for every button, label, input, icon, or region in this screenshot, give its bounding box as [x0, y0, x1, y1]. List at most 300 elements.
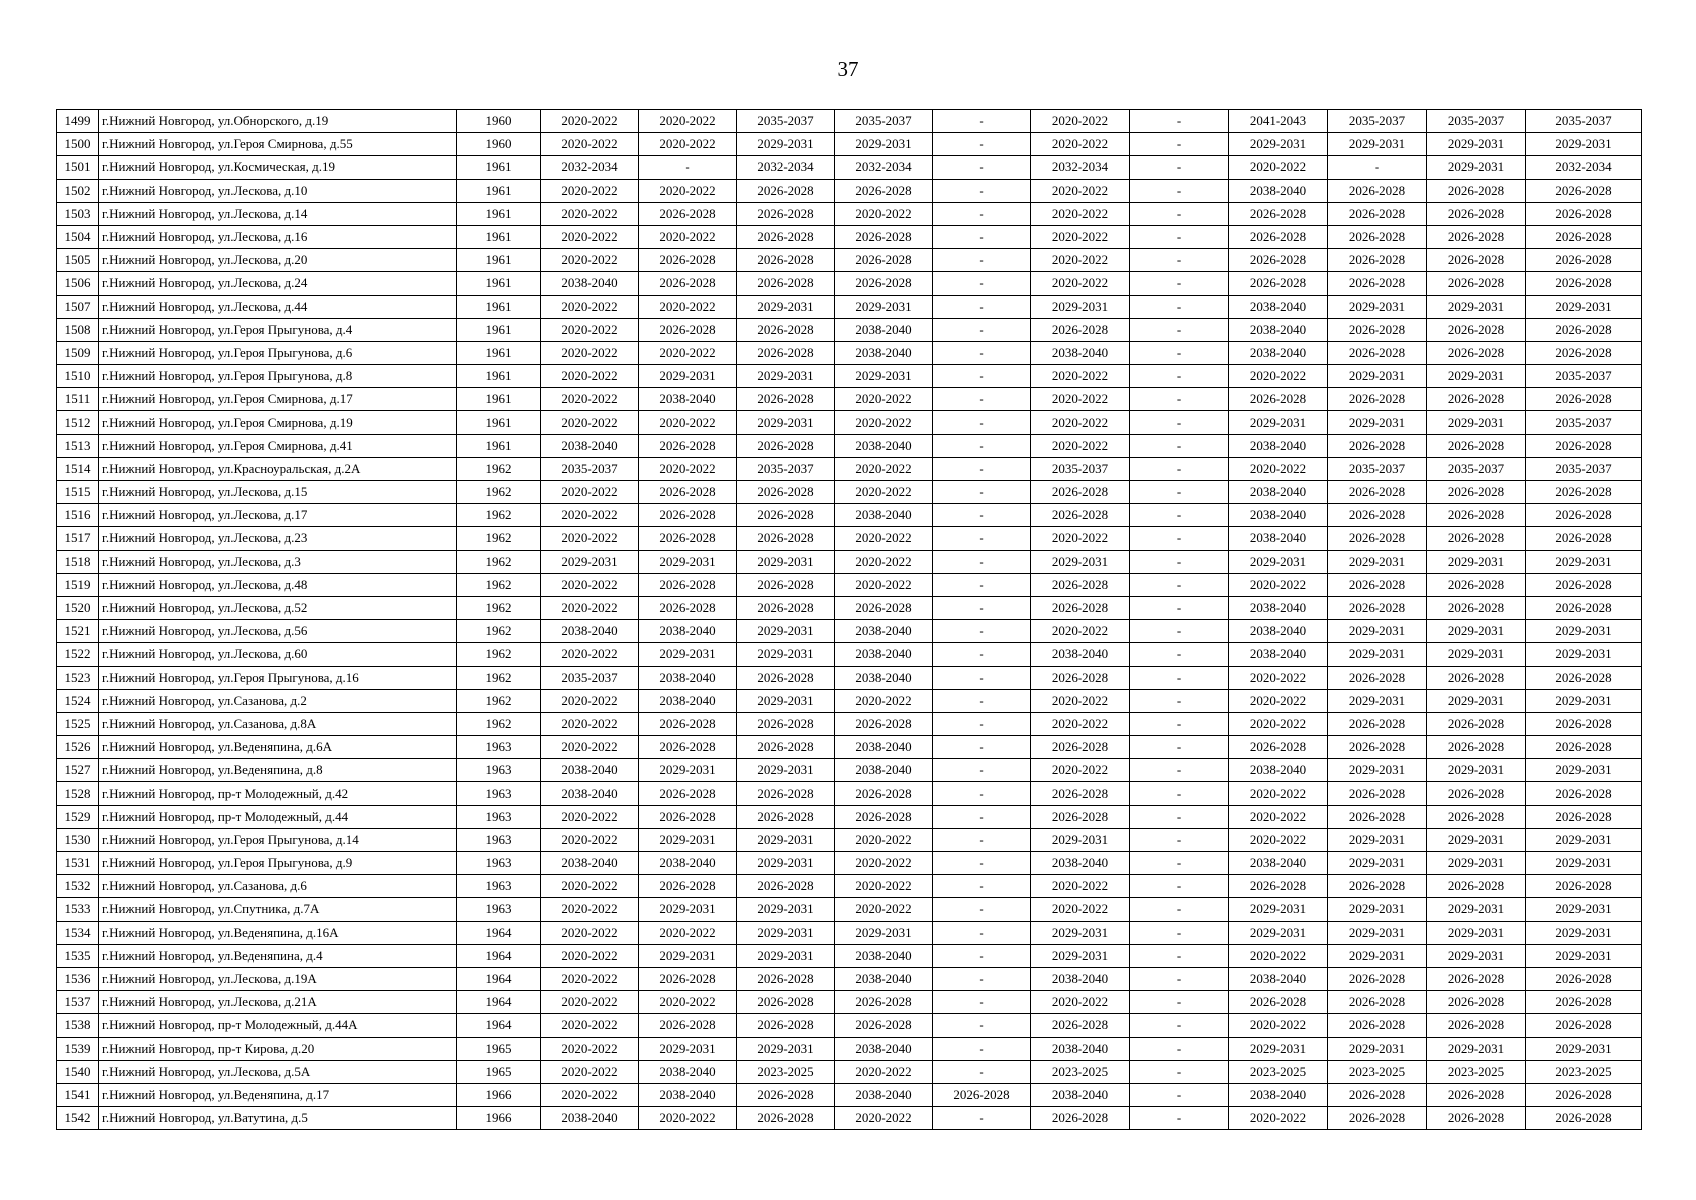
- cell-col-7: 2038-2040: [835, 1037, 933, 1060]
- cell-col-5: 2020-2022: [639, 921, 737, 944]
- cell-col-5: 2026-2028: [639, 782, 737, 805]
- cell-col-14: 2026-2028: [1526, 527, 1642, 550]
- cell-col-12: 2026-2028: [1328, 1107, 1427, 1130]
- cell-col-14: 2026-2028: [1526, 875, 1642, 898]
- cell-address: г.Нижний Новгород, ул.Лескова, д.24: [99, 272, 457, 295]
- cell-col-9: 2038-2040: [1031, 852, 1130, 875]
- cell-col-7: 2038-2040: [835, 944, 933, 967]
- cell-col-5: 2026-2028: [639, 573, 737, 596]
- cell-col-12: 2029-2031: [1328, 643, 1427, 666]
- cell-col-12: 2026-2028: [1328, 202, 1427, 225]
- cell-col-7: 2038-2040: [835, 620, 933, 643]
- cell-col-4: 2020-2022: [541, 1060, 639, 1083]
- cell-row-number: 1537: [57, 991, 99, 1014]
- cell-build-year: 1962: [457, 689, 541, 712]
- cell-col-8: -: [933, 921, 1031, 944]
- cell-col-9: 2026-2028: [1031, 481, 1130, 504]
- cell-col-8: -: [933, 295, 1031, 318]
- cell-col-14: 2035-2037: [1526, 365, 1642, 388]
- cell-col-5: 2026-2028: [639, 318, 737, 341]
- cell-col-12: 2026-2028: [1328, 527, 1427, 550]
- cell-build-year: 1962: [457, 550, 541, 573]
- cell-row-number: 1506: [57, 272, 99, 295]
- cell-col-8: -: [933, 736, 1031, 759]
- table-row: [57, 666, 1642, 689]
- cell-col-9: 2026-2028: [1031, 596, 1130, 619]
- table-row: [57, 689, 1642, 712]
- table-row: [57, 318, 1642, 341]
- table-row: [57, 202, 1642, 225]
- cell-col-4: 2020-2022: [541, 133, 639, 156]
- cell-col-9: 2020-2022: [1031, 875, 1130, 898]
- cell-col-10: -: [1130, 388, 1229, 411]
- cell-address: г.Нижний Новгород, ул.Сазанова, д.6: [99, 875, 457, 898]
- cell-col-4: 2032-2034: [541, 156, 639, 179]
- cell-address: г.Нижний Новгород, ул.Лескова, д.23: [99, 527, 457, 550]
- cell-col-9: 2020-2022: [1031, 388, 1130, 411]
- cell-col-11: 2029-2031: [1229, 921, 1328, 944]
- cell-col-8: -: [933, 411, 1031, 434]
- cell-col-13: 2029-2031: [1427, 295, 1526, 318]
- cell-col-10: -: [1130, 481, 1229, 504]
- cell-col-12: 2029-2031: [1328, 689, 1427, 712]
- cell-col-6: 2026-2028: [737, 341, 835, 364]
- cell-col-8: -: [933, 1060, 1031, 1083]
- cell-col-9: 2020-2022: [1031, 411, 1130, 434]
- cell-col-10: -: [1130, 967, 1229, 990]
- cell-row-number: 1532: [57, 875, 99, 898]
- cell-col-6: 2026-2028: [737, 249, 835, 272]
- cell-col-6: 2029-2031: [737, 759, 835, 782]
- cell-col-13: 2026-2028: [1427, 875, 1526, 898]
- cell-build-year: 1963: [457, 759, 541, 782]
- cell-col-4: 2020-2022: [541, 898, 639, 921]
- cell-col-8: -: [933, 272, 1031, 295]
- cell-col-6: 2026-2028: [737, 1107, 835, 1130]
- cell-col-8: -: [933, 457, 1031, 480]
- cell-col-12: 2029-2031: [1328, 852, 1427, 875]
- cell-row-number: 1504: [57, 225, 99, 248]
- cell-col-8: -: [933, 527, 1031, 550]
- cell-row-number: 1526: [57, 736, 99, 759]
- cell-col-5: 2026-2028: [639, 504, 737, 527]
- table-row: [57, 156, 1642, 179]
- cell-col-14: 2026-2028: [1526, 805, 1642, 828]
- cell-col-12: 2026-2028: [1328, 1083, 1427, 1106]
- cell-col-14: 2029-2031: [1526, 898, 1642, 921]
- cell-col-10: -: [1130, 596, 1229, 619]
- table-row: [57, 921, 1642, 944]
- cell-col-4: 2020-2022: [541, 1083, 639, 1106]
- cell-col-11: 2020-2022: [1229, 1014, 1328, 1037]
- cell-col-5: 2020-2022: [639, 991, 737, 1014]
- cell-col-14: 2026-2028: [1526, 1014, 1642, 1037]
- table-row: [57, 133, 1642, 156]
- cell-col-10: -: [1130, 852, 1229, 875]
- cell-col-4: 2038-2040: [541, 434, 639, 457]
- cell-col-7: 2020-2022: [835, 689, 933, 712]
- cell-col-12: 2026-2028: [1328, 225, 1427, 248]
- cell-col-11: 2029-2031: [1229, 411, 1328, 434]
- cell-col-6: 2029-2031: [737, 944, 835, 967]
- table-row: [57, 504, 1642, 527]
- cell-row-number: 1501: [57, 156, 99, 179]
- cell-row-number: 1519: [57, 573, 99, 596]
- cell-row-number: 1521: [57, 620, 99, 643]
- cell-col-6: 2026-2028: [737, 805, 835, 828]
- cell-col-12: 2029-2031: [1328, 1037, 1427, 1060]
- cell-col-11: 2020-2022: [1229, 944, 1328, 967]
- cell-col-5: 2026-2028: [639, 712, 737, 735]
- table-row: [57, 434, 1642, 457]
- cell-col-14: 2035-2037: [1526, 110, 1642, 133]
- cell-col-6: 2029-2031: [737, 365, 835, 388]
- cell-col-13: 2026-2028: [1427, 527, 1526, 550]
- cell-build-year: 1961: [457, 295, 541, 318]
- cell-col-10: -: [1130, 875, 1229, 898]
- cell-col-9: 2026-2028: [1031, 805, 1130, 828]
- cell-col-6: 2029-2031: [737, 411, 835, 434]
- cell-address: г.Нижний Новгород, ул.Веденяпина, д.16А: [99, 921, 457, 944]
- cell-col-6: 2026-2028: [737, 527, 835, 550]
- cell-col-9: 2035-2037: [1031, 457, 1130, 480]
- cell-col-6: 2029-2031: [737, 295, 835, 318]
- cell-col-13: 2026-2028: [1427, 1083, 1526, 1106]
- cell-build-year: 1963: [457, 828, 541, 851]
- cell-address: г.Нижний Новгород, ул.Космическая, д.19: [99, 156, 457, 179]
- cell-col-5: 2038-2040: [639, 388, 737, 411]
- cell-col-8: -: [933, 341, 1031, 364]
- cell-col-8: -: [933, 365, 1031, 388]
- cell-col-9: 2020-2022: [1031, 272, 1130, 295]
- cell-col-8: -: [933, 179, 1031, 202]
- cell-col-4: 2035-2037: [541, 457, 639, 480]
- cell-col-5: 2020-2022: [639, 1107, 737, 1130]
- table-row: [57, 1037, 1642, 1060]
- cell-row-number: 1518: [57, 550, 99, 573]
- cell-address: г.Нижний Новгород, ул.Лескова, д.56: [99, 620, 457, 643]
- cell-col-8: -: [933, 110, 1031, 133]
- cell-row-number: 1524: [57, 689, 99, 712]
- cell-col-5: 2038-2040: [639, 1083, 737, 1106]
- cell-col-14: 2029-2031: [1526, 550, 1642, 573]
- cell-col-5: 2026-2028: [639, 875, 737, 898]
- cell-col-6: 2026-2028: [737, 736, 835, 759]
- cell-row-number: 1535: [57, 944, 99, 967]
- cell-col-9: 2020-2022: [1031, 225, 1130, 248]
- table-row: [57, 1014, 1642, 1037]
- cell-col-10: -: [1130, 643, 1229, 666]
- cell-col-8: -: [933, 504, 1031, 527]
- cell-col-14: 2026-2028: [1526, 341, 1642, 364]
- cell-address: г.Нижний Новгород, ул.Лескова, д.16: [99, 225, 457, 248]
- cell-col-10: -: [1130, 504, 1229, 527]
- cell-col-6: 2026-2028: [737, 388, 835, 411]
- cell-col-14: 2026-2028: [1526, 481, 1642, 504]
- cell-col-8: -: [933, 782, 1031, 805]
- cell-col-4: 2020-2022: [541, 1037, 639, 1060]
- cell-col-7: 2020-2022: [835, 1107, 933, 1130]
- cell-col-10: -: [1130, 921, 1229, 944]
- cell-col-14: 2026-2028: [1526, 573, 1642, 596]
- cell-row-number: 1528: [57, 782, 99, 805]
- cell-col-14: 2029-2031: [1526, 921, 1642, 944]
- cell-col-11: 2038-2040: [1229, 481, 1328, 504]
- cell-address: г.Нижний Новгород, ул.Героя Смирнова, д.17: [99, 388, 457, 411]
- cell-address: г.Нижний Новгород, ул.Лескова, д.17: [99, 504, 457, 527]
- cell-col-6: 2026-2028: [737, 967, 835, 990]
- cell-col-8: -: [933, 434, 1031, 457]
- cell-col-5: 2020-2022: [639, 295, 737, 318]
- cell-col-9: 2029-2031: [1031, 828, 1130, 851]
- cell-address: г.Нижний Новгород, ул.Лескова, д.15: [99, 481, 457, 504]
- cell-col-8: -: [933, 689, 1031, 712]
- cell-col-14: 2032-2034: [1526, 156, 1642, 179]
- cell-col-13: 2026-2028: [1427, 481, 1526, 504]
- cell-col-13: 2029-2031: [1427, 156, 1526, 179]
- cell-col-13: 2026-2028: [1427, 596, 1526, 619]
- cell-col-4: 2020-2022: [541, 504, 639, 527]
- table-row: [57, 759, 1642, 782]
- cell-col-9: 2020-2022: [1031, 712, 1130, 735]
- cell-row-number: 1541: [57, 1083, 99, 1106]
- cell-col-11: 2038-2040: [1229, 527, 1328, 550]
- cell-col-12: 2029-2031: [1328, 944, 1427, 967]
- cell-row-number: 1502: [57, 179, 99, 202]
- cell-col-11: 2026-2028: [1229, 225, 1328, 248]
- cell-col-4: 2038-2040: [541, 1107, 639, 1130]
- cell-col-10: -: [1130, 249, 1229, 272]
- cell-col-4: 2020-2022: [541, 991, 639, 1014]
- table-row: [57, 991, 1642, 1014]
- cell-col-11: 2038-2040: [1229, 759, 1328, 782]
- cell-col-14: 2026-2028: [1526, 388, 1642, 411]
- cell-col-4: 2038-2040: [541, 852, 639, 875]
- cell-address: г.Нижний Новгород, ул.Веденяпина, д.6А: [99, 736, 457, 759]
- cell-col-11: 2038-2040: [1229, 179, 1328, 202]
- cell-col-11: 2020-2022: [1229, 156, 1328, 179]
- cell-col-10: -: [1130, 202, 1229, 225]
- cell-col-14: 2026-2028: [1526, 249, 1642, 272]
- cell-col-6: 2026-2028: [737, 481, 835, 504]
- cell-col-9: 2020-2022: [1031, 365, 1130, 388]
- table-row: [57, 828, 1642, 851]
- cell-col-9: 2020-2022: [1031, 133, 1130, 156]
- cell-col-5: 2029-2031: [639, 944, 737, 967]
- table-row: [57, 736, 1642, 759]
- cell-address: г.Нижний Новгород, ул.Спутника, д.7А: [99, 898, 457, 921]
- cell-col-7: 2032-2034: [835, 156, 933, 179]
- table-row: [57, 967, 1642, 990]
- cell-row-number: 1542: [57, 1107, 99, 1130]
- table-row: [57, 805, 1642, 828]
- table-row: [57, 573, 1642, 596]
- cell-col-13: 2026-2028: [1427, 504, 1526, 527]
- cell-col-7: 2020-2022: [835, 1060, 933, 1083]
- cell-col-13: 2026-2028: [1427, 225, 1526, 248]
- cell-col-13: 2026-2028: [1427, 388, 1526, 411]
- cell-col-4: 2020-2022: [541, 875, 639, 898]
- cell-build-year: 1961: [457, 434, 541, 457]
- cell-col-7: 2026-2028: [835, 179, 933, 202]
- cell-col-14: 2026-2028: [1526, 991, 1642, 1014]
- cell-col-11: 2026-2028: [1229, 991, 1328, 1014]
- cell-col-10: -: [1130, 179, 1229, 202]
- cell-col-13: 2026-2028: [1427, 341, 1526, 364]
- table-row: [57, 527, 1642, 550]
- cell-address: г.Нижний Новгород, ул.Героя Смирнова, д.41: [99, 434, 457, 457]
- cell-col-4: 2020-2022: [541, 179, 639, 202]
- cell-build-year: 1963: [457, 736, 541, 759]
- cell-col-10: -: [1130, 272, 1229, 295]
- cell-col-10: -: [1130, 944, 1229, 967]
- cell-col-8: -: [933, 620, 1031, 643]
- cell-build-year: 1961: [457, 388, 541, 411]
- cell-col-12: 2026-2028: [1328, 782, 1427, 805]
- cell-col-11: 2029-2031: [1229, 898, 1328, 921]
- cell-col-11: 2038-2040: [1229, 295, 1328, 318]
- table-row: [57, 1060, 1642, 1083]
- cell-col-12: 2026-2028: [1328, 249, 1427, 272]
- cell-col-6: 2029-2031: [737, 133, 835, 156]
- cell-col-14: 2026-2028: [1526, 272, 1642, 295]
- cell-col-5: 2029-2031: [639, 643, 737, 666]
- cell-col-12: 2035-2037: [1328, 457, 1427, 480]
- cell-build-year: 1960: [457, 133, 541, 156]
- cell-row-number: 1540: [57, 1060, 99, 1083]
- cell-build-year: 1964: [457, 944, 541, 967]
- cell-col-11: 2020-2022: [1229, 828, 1328, 851]
- cell-col-7: 2020-2022: [835, 527, 933, 550]
- cell-col-7: 2026-2028: [835, 272, 933, 295]
- cell-col-13: 2026-2028: [1427, 967, 1526, 990]
- cell-address: г.Нижний Новгород, ул.Героя Прыгунова, д.14: [99, 828, 457, 851]
- cell-col-4: 2020-2022: [541, 596, 639, 619]
- cell-col-5: 2029-2031: [639, 365, 737, 388]
- cell-col-12: 2029-2031: [1328, 759, 1427, 782]
- cell-col-6: 2026-2028: [737, 1083, 835, 1106]
- cell-col-14: 2026-2028: [1526, 596, 1642, 619]
- cell-col-12: 2029-2031: [1328, 828, 1427, 851]
- cell-col-13: 2026-2028: [1427, 1107, 1526, 1130]
- cell-build-year: 1961: [457, 411, 541, 434]
- cell-col-11: 2020-2022: [1229, 805, 1328, 828]
- cell-build-year: 1961: [457, 272, 541, 295]
- cell-col-14: 2026-2028: [1526, 202, 1642, 225]
- cell-col-12: 2029-2031: [1328, 550, 1427, 573]
- cell-col-4: 2020-2022: [541, 110, 639, 133]
- table-row: [57, 944, 1642, 967]
- cell-col-5: 2038-2040: [639, 852, 737, 875]
- cell-col-5: 2020-2022: [639, 110, 737, 133]
- cell-build-year: 1962: [457, 712, 541, 735]
- cell-col-10: -: [1130, 1060, 1229, 1083]
- cell-col-9: 2038-2040: [1031, 643, 1130, 666]
- cell-address: г.Нижний Новгород, ул.Лескова, д.14: [99, 202, 457, 225]
- cell-col-5: 2020-2022: [639, 225, 737, 248]
- cell-col-4: 2020-2022: [541, 828, 639, 851]
- cell-col-7: 2038-2040: [835, 759, 933, 782]
- cell-col-10: -: [1130, 620, 1229, 643]
- cell-address: г.Нижний Новгород, пр-т Молодежный, д.44А: [99, 1014, 457, 1037]
- cell-address: г.Нижний Новгород, ул.Героя Прыгунова, д.6: [99, 341, 457, 364]
- cell-build-year: 1961: [457, 365, 541, 388]
- cell-col-14: 2026-2028: [1526, 179, 1642, 202]
- cell-row-number: 1534: [57, 921, 99, 944]
- cell-col-10: -: [1130, 527, 1229, 550]
- cell-row-number: 1513: [57, 434, 99, 457]
- cell-col-7: 2035-2037: [835, 110, 933, 133]
- cell-col-5: 2026-2028: [639, 967, 737, 990]
- cell-row-number: 1538: [57, 1014, 99, 1037]
- cell-col-11: 2038-2040: [1229, 318, 1328, 341]
- cell-col-12: 2026-2028: [1328, 481, 1427, 504]
- cell-col-6: 2035-2037: [737, 457, 835, 480]
- cell-address: г.Нижний Новгород, ул.Лескова, д.3: [99, 550, 457, 573]
- cell-col-12: 2026-2028: [1328, 388, 1427, 411]
- cell-col-10: -: [1130, 1107, 1229, 1130]
- cell-col-14: 2029-2031: [1526, 944, 1642, 967]
- cell-col-13: 2026-2028: [1427, 179, 1526, 202]
- cell-col-5: 2026-2028: [639, 481, 737, 504]
- cell-col-11: 2026-2028: [1229, 736, 1328, 759]
- cell-address: г.Нижний Новгород, пр-т Кирова, д.20: [99, 1037, 457, 1060]
- cell-col-4: 2020-2022: [541, 411, 639, 434]
- cell-col-9: 2020-2022: [1031, 689, 1130, 712]
- cell-col-6: 2029-2031: [737, 921, 835, 944]
- cell-col-12: 2026-2028: [1328, 736, 1427, 759]
- cell-col-9: 2020-2022: [1031, 759, 1130, 782]
- cell-col-10: -: [1130, 318, 1229, 341]
- cell-col-6: 2029-2031: [737, 828, 835, 851]
- cell-col-14: 2026-2028: [1526, 666, 1642, 689]
- cell-col-11: 2026-2028: [1229, 875, 1328, 898]
- cell-address: г.Нижний Новгород, ул.Лескова, д.52: [99, 596, 457, 619]
- cell-col-13: 2029-2031: [1427, 411, 1526, 434]
- cell-col-7: 2029-2031: [835, 921, 933, 944]
- cell-address: г.Нижний Новгород, ул.Лескова, д.5А: [99, 1060, 457, 1083]
- cell-col-13: 2029-2031: [1427, 365, 1526, 388]
- cell-address: г.Нижний Новгород, ул.Веденяпина, д.4: [99, 944, 457, 967]
- cell-col-12: 2026-2028: [1328, 318, 1427, 341]
- cell-col-9: 2023-2025: [1031, 1060, 1130, 1083]
- cell-col-13: 2029-2031: [1427, 921, 1526, 944]
- cell-build-year: 1964: [457, 921, 541, 944]
- cell-col-11: 2038-2040: [1229, 596, 1328, 619]
- cell-col-11: 2038-2040: [1229, 341, 1328, 364]
- table-row: [57, 550, 1642, 573]
- cell-address: г.Нижний Новгород, ул.Лескова, д.10: [99, 179, 457, 202]
- cell-col-14: 2026-2028: [1526, 225, 1642, 248]
- cell-address: г.Нижний Новгород, ул.Героя Прыгунова, д.9: [99, 852, 457, 875]
- cell-col-7: 2026-2028: [835, 805, 933, 828]
- cell-col-8: -: [933, 1037, 1031, 1060]
- cell-col-4: 2020-2022: [541, 295, 639, 318]
- cell-col-11: 2026-2028: [1229, 388, 1328, 411]
- cell-col-10: -: [1130, 1014, 1229, 1037]
- cell-col-4: 2038-2040: [541, 782, 639, 805]
- cell-col-11: 2038-2040: [1229, 434, 1328, 457]
- cell-col-9: 2020-2022: [1031, 527, 1130, 550]
- cell-col-6: 2026-2028: [737, 318, 835, 341]
- cell-col-9: 2026-2028: [1031, 504, 1130, 527]
- cell-col-4: 2020-2022: [541, 202, 639, 225]
- cell-col-6: 2029-2031: [737, 620, 835, 643]
- cell-col-7: 2020-2022: [835, 411, 933, 434]
- cell-col-4: 2038-2040: [541, 272, 639, 295]
- cell-col-10: -: [1130, 736, 1229, 759]
- cell-col-12: 2026-2028: [1328, 434, 1427, 457]
